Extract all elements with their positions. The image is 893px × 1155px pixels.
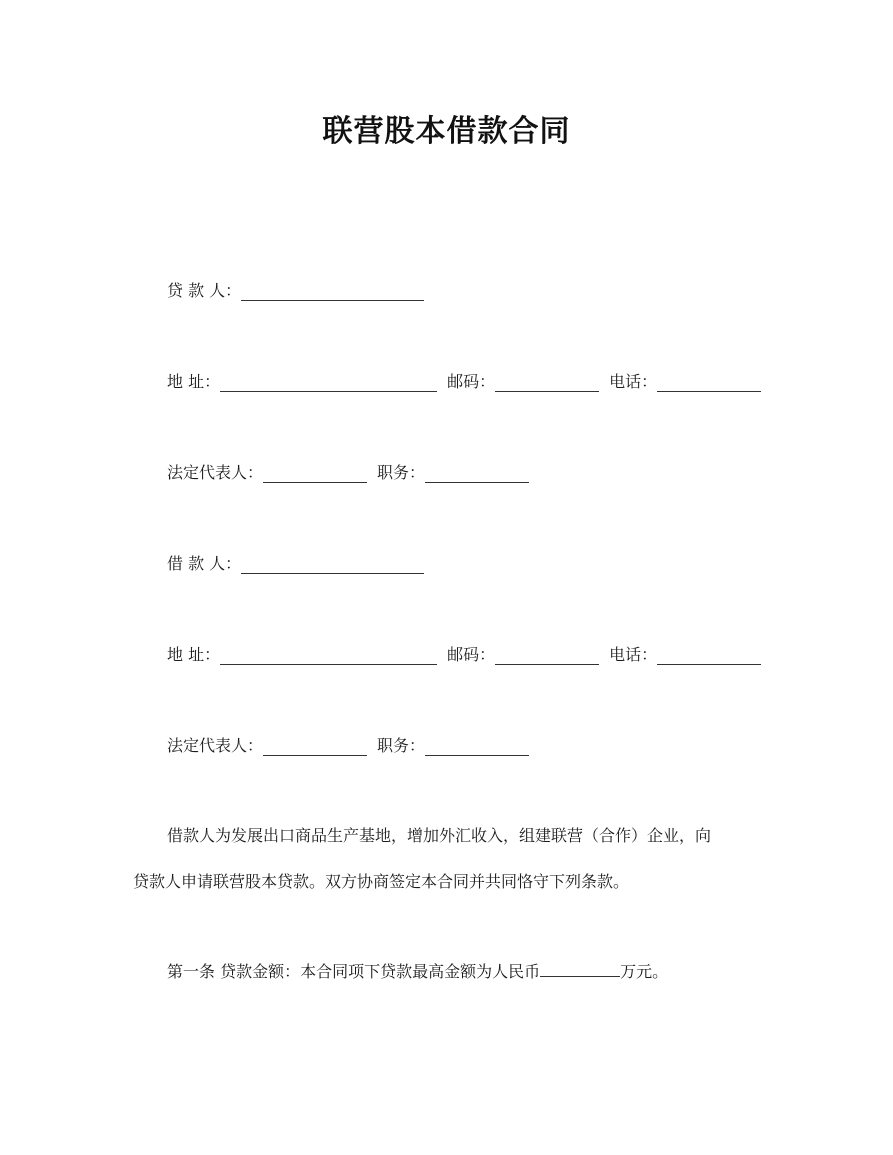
borrower-address-line bbox=[167, 645, 771, 665]
borrower-legal-rep-line bbox=[167, 736, 539, 756]
loan-amount-field[interactable] bbox=[540, 962, 620, 977]
lender-legal-rep-field[interactable] bbox=[263, 466, 367, 483]
borrower-name-label: 借 款 人： bbox=[167, 554, 242, 573]
borrower-legal-rep-label: 法定代表人： bbox=[167, 736, 264, 755]
borrower-address-label: 地 址： bbox=[167, 645, 221, 664]
lender-position-field[interactable] bbox=[425, 466, 529, 483]
lender-address-line bbox=[167, 372, 771, 392]
lender-name-field[interactable] bbox=[241, 284, 424, 301]
lender-postcode-label: 邮码： bbox=[447, 372, 496, 391]
article-1-suffix: 万元。 bbox=[620, 962, 669, 981]
borrower-postcode-label: 邮码： bbox=[447, 645, 496, 664]
article-1 bbox=[167, 962, 668, 982]
article-1-prefix: 第一条 贷款金额：本合同项下贷款最高金额为人民币 bbox=[167, 962, 541, 981]
borrower-name-line bbox=[167, 554, 434, 574]
lender-legal-rep-line bbox=[167, 463, 539, 483]
borrower-phone-label: 电话： bbox=[609, 645, 658, 664]
borrower-phone-field[interactable] bbox=[657, 648, 761, 665]
intro-paragraph-line-2: 贷款人申请联营股本贷款。双方协商签定本合同并共同恪守下列条款。 bbox=[133, 872, 630, 891]
borrower-address-field[interactable] bbox=[220, 648, 437, 665]
lender-address-field[interactable] bbox=[220, 375, 437, 392]
lender-phone-field[interactable] bbox=[657, 375, 761, 392]
lender-postcode-field[interactable] bbox=[495, 375, 599, 392]
lender-name-label: 贷 款 人： bbox=[167, 281, 242, 300]
lender-name-line bbox=[167, 281, 434, 301]
borrower-legal-rep-field[interactable] bbox=[263, 739, 367, 756]
document-title: 联营股本借款合同 bbox=[322, 114, 571, 149]
borrower-position-label: 职务： bbox=[377, 736, 426, 755]
borrower-postcode-field[interactable] bbox=[495, 648, 599, 665]
lender-legal-rep-label: 法定代表人： bbox=[167, 463, 264, 482]
borrower-position-field[interactable] bbox=[425, 739, 529, 756]
borrower-name-field[interactable] bbox=[241, 557, 424, 574]
lender-address-label: 地 址： bbox=[167, 372, 221, 391]
intro-paragraph-line-1: 借款人为发展出口商品生产基地，增加外汇收入，组建联营（合作）企业，向 bbox=[167, 826, 712, 845]
lender-phone-label: 电话： bbox=[609, 372, 658, 391]
lender-position-label: 职务： bbox=[377, 463, 426, 482]
